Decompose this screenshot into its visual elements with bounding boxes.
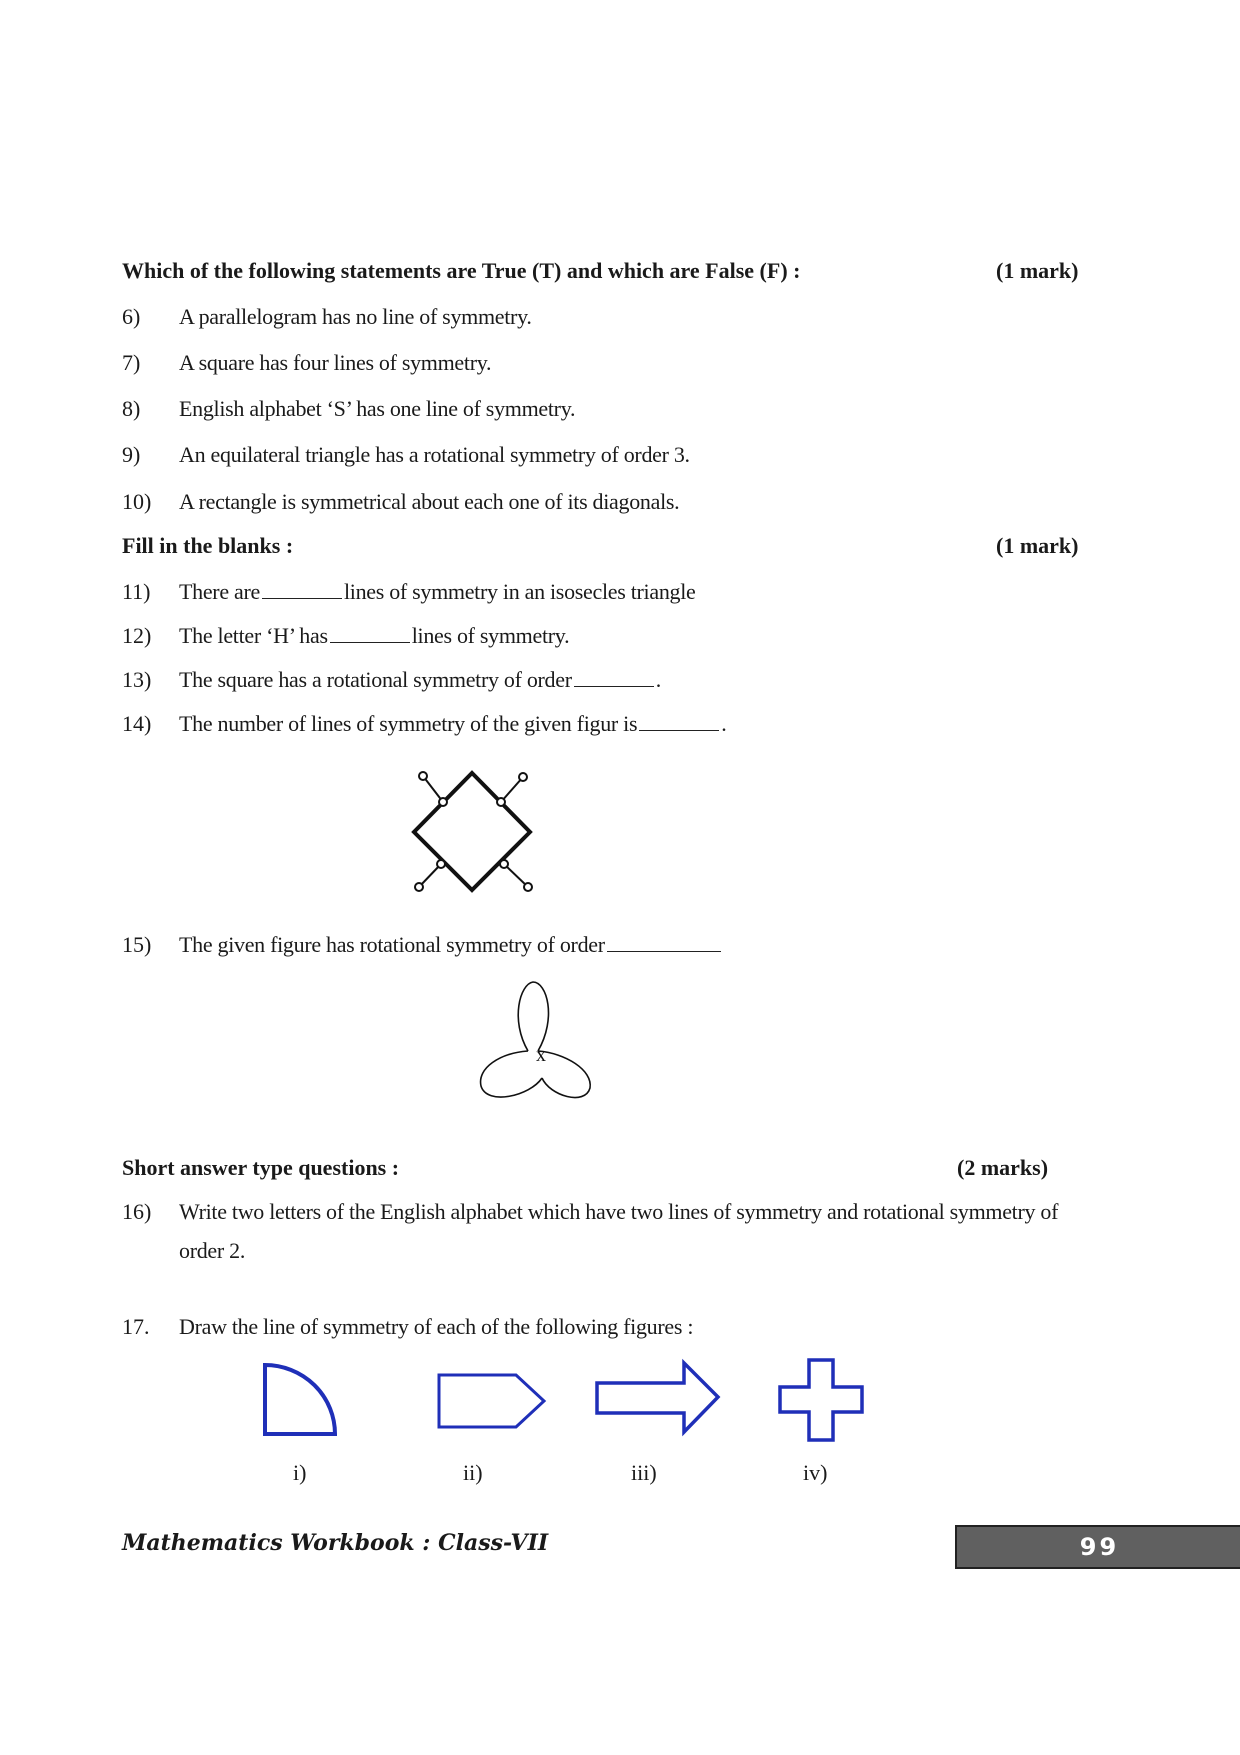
- tf-section-marks: (1 mark): [996, 258, 1079, 283]
- question-number: 8): [122, 396, 141, 421]
- question-number: 11): [122, 579, 151, 604]
- question-text: A parallelogram has no line of symmetry.: [179, 304, 532, 329]
- pin-bottom-right: [500, 860, 532, 891]
- question-text: A rectangle is symmetrical about each one of its diagonals.: [179, 489, 680, 514]
- short-section-heading: Short answer type questions :: [122, 1155, 400, 1180]
- pentagon-arrow-figure: [436, 1372, 548, 1430]
- answer-blank[interactable]: [607, 951, 721, 952]
- question-text-continued: order 2.: [179, 1238, 246, 1263]
- figure-label: ii): [463, 1460, 483, 1485]
- question-text-after: lines of symmetry in an isosecles triangle: [343, 579, 696, 604]
- pin-top-left: [419, 772, 447, 806]
- center-mark-label: x: [536, 1044, 546, 1066]
- question-text-after: .: [655, 667, 661, 692]
- question-number: 10): [122, 489, 152, 514]
- block-arrow-shape: [597, 1363, 718, 1432]
- question-text-before: The number of lines of symmetry of the given figur is: [179, 711, 638, 736]
- question-text-before: The given figure has rotational symmetry of order: [179, 932, 605, 957]
- answer-blank[interactable]: [262, 598, 342, 599]
- figure-label: i): [293, 1460, 307, 1485]
- page-number: 99: [1079, 1533, 1120, 1561]
- answer-blank[interactable]: [639, 730, 719, 731]
- figure-label: iii): [631, 1460, 657, 1485]
- question-text: A square has four lines of symmetry.: [179, 350, 492, 375]
- question-text: [179, 579, 696, 605]
- page-number-box: [955, 1525, 1240, 1569]
- answer-blank[interactable]: [574, 686, 654, 687]
- diamond-pins-figure: [405, 765, 545, 895]
- question-number: 13): [122, 667, 152, 692]
- fill-section-marks: (1 mark): [996, 533, 1079, 558]
- question-text-before: The square has a rotational symmetry of order: [179, 667, 572, 692]
- plus-cross-figure: [777, 1357, 865, 1443]
- answer-blank[interactable]: [330, 642, 410, 643]
- question-text: [179, 623, 569, 649]
- pin-top-right: [497, 773, 527, 806]
- question-text-before: The letter ‘H’ has: [179, 623, 328, 648]
- block-arrow-figure: [594, 1360, 722, 1436]
- short-section-marks: (2 marks): [957, 1155, 1049, 1180]
- question-text-before: There are: [179, 579, 260, 604]
- quarter-circle-shape: [265, 1365, 335, 1434]
- figure-label: iv): [803, 1460, 828, 1485]
- pin-bottom-left: [415, 860, 445, 891]
- question-number: 14): [122, 711, 152, 736]
- question-number: 12): [122, 623, 152, 648]
- question-text: [179, 667, 661, 693]
- question-number: 15): [122, 932, 152, 957]
- question-text: Write two letters of the English alphabet which have two lines of symmetry and rotational symmetry of: [179, 1199, 1059, 1224]
- plus-cross-shape: [780, 1360, 862, 1440]
- three-lobe-figure: [475, 978, 625, 1113]
- question-number: 7): [122, 350, 141, 375]
- question-number: 16): [122, 1199, 152, 1224]
- question-text-after: lines of symmetry.: [411, 623, 570, 648]
- question-text: [179, 711, 726, 737]
- question-number: 17.: [122, 1314, 150, 1339]
- question-text: Draw the line of symmetry of each of the following figures :: [179, 1314, 694, 1339]
- question-text: An equilateral triangle has a rotational symmetry of order 3.: [179, 442, 690, 467]
- question-text: [179, 932, 723, 958]
- question-number: 9): [122, 442, 141, 467]
- pentagon-arrow-shape: [439, 1375, 544, 1427]
- footer-book-title: Mathematics Workbook : Class-VII: [122, 1530, 549, 1556]
- question-number: 6): [122, 304, 141, 329]
- question-text-after: .: [721, 711, 727, 736]
- three-lobe-shape: [481, 982, 591, 1097]
- tf-section-heading: Which of the following statements are True (T) and which are False (F) :: [122, 258, 801, 283]
- fill-section-heading: Fill in the blanks :: [122, 533, 294, 558]
- quarter-circle-figure: [260, 1362, 340, 1438]
- question-text: English alphabet ‘S’ has one line of symmetry.: [179, 396, 576, 421]
